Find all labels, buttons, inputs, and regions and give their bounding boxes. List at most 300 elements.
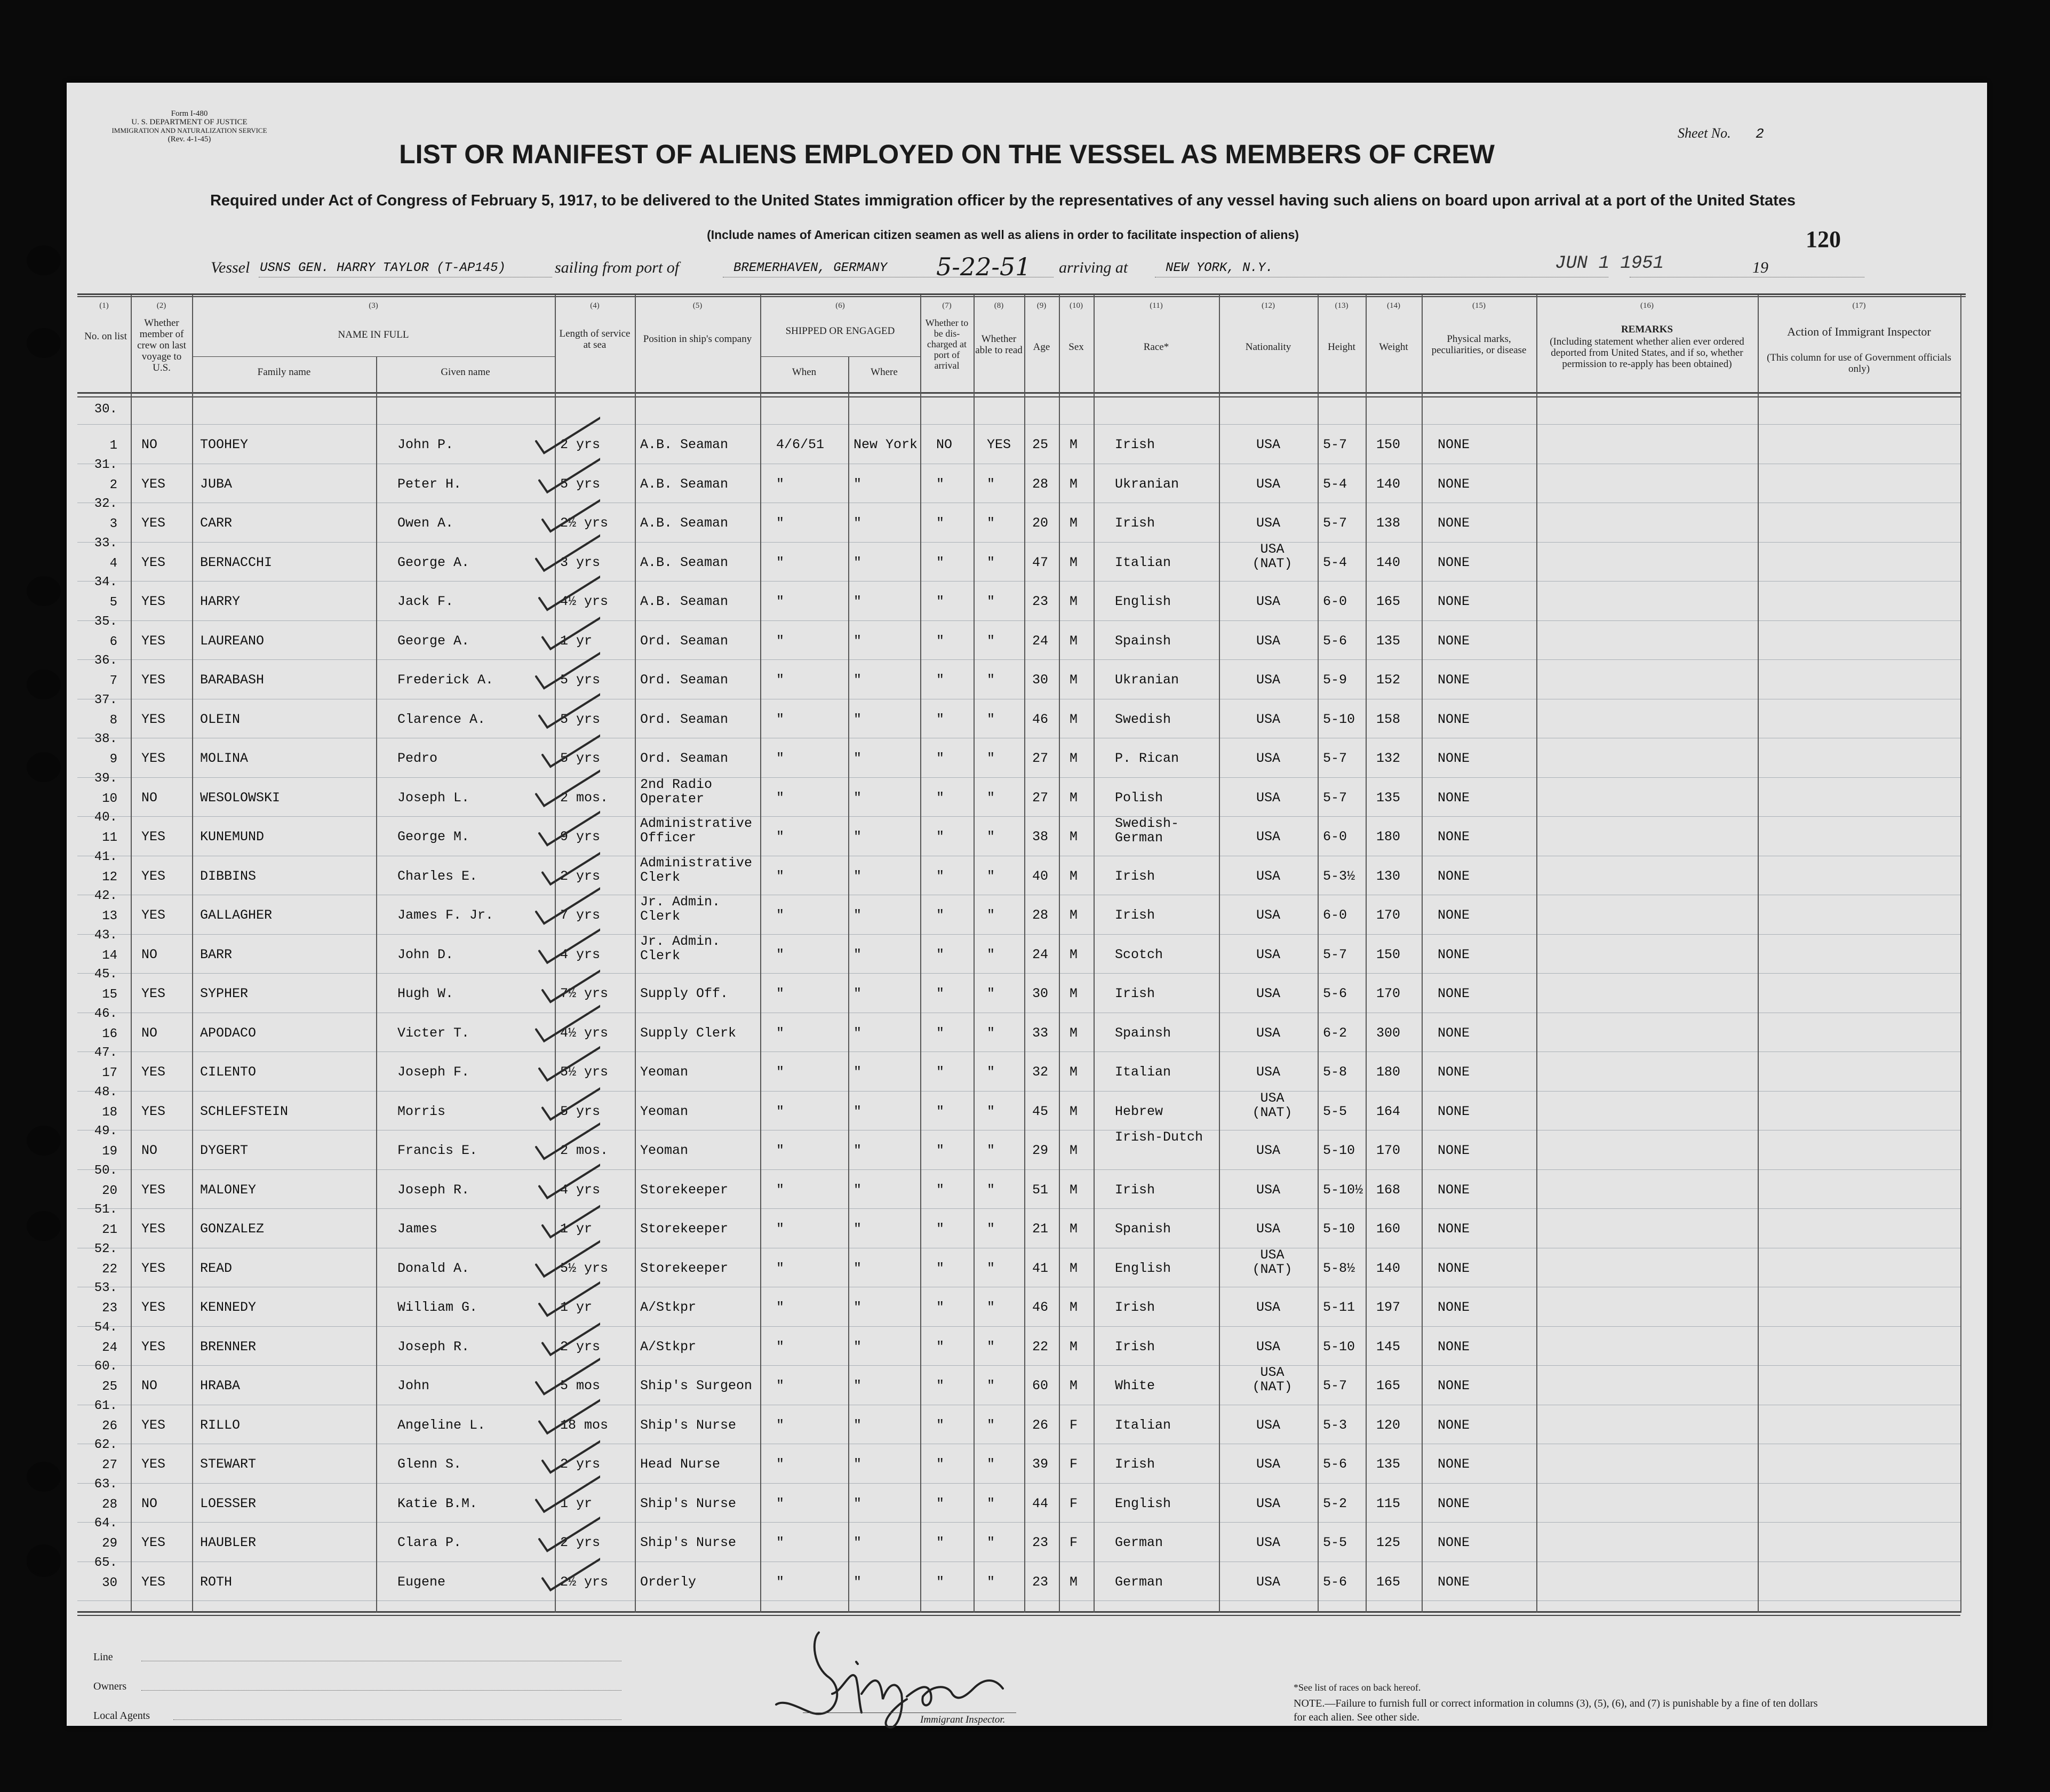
col-header-list-number: No. on list (84, 331, 127, 342)
sex: M (1070, 633, 1078, 649)
age: 28 (1032, 907, 1049, 923)
prev-voyage: YES (141, 672, 166, 688)
age: 27 (1032, 790, 1049, 806)
manifest-line-number: 47. (94, 1046, 117, 1060)
given-name: Joseph R. (397, 1339, 470, 1355)
position: A/Stkpr (640, 1339, 697, 1355)
footer-agents-label: Local Agents (93, 1710, 150, 1722)
weight: 125 (1376, 1535, 1401, 1550)
able-to-read: " (987, 1535, 995, 1550)
list-number: 28 (102, 1497, 117, 1512)
service-length: 3 yrs (560, 554, 601, 570)
check-mark (539, 571, 600, 610)
position: A.B. Seaman (640, 554, 729, 570)
family-name: DYGERT (200, 1143, 249, 1158)
sex: F (1070, 1535, 1078, 1550)
weight: 160 (1376, 1221, 1401, 1237)
able-to-read: " (987, 515, 995, 531)
physical-marks: NONE (1438, 946, 1470, 962)
shipped-where: " (853, 1025, 862, 1041)
position: Yeoman (640, 1064, 689, 1080)
shipped-where: " (853, 1221, 862, 1237)
discharged: " (936, 594, 945, 609)
physical-marks: NONE (1438, 1417, 1470, 1433)
manifest-line-number: 53. (94, 1281, 117, 1295)
prev-voyage: NO (141, 1025, 158, 1041)
physical-marks: NONE (1438, 476, 1470, 492)
race: Irish (1115, 437, 1155, 452)
position: A.B. Seaman (640, 594, 729, 609)
race: English (1115, 1260, 1171, 1276)
col-6-number: (6) (835, 301, 845, 310)
check-mark (543, 728, 600, 767)
shipped-when: " (776, 554, 785, 570)
penalty-note: NOTE.—Failure to furnish full or correct information in columns (3), (5), (6), and (7) is punishable by a fine of ten dollars for each alien. See other side. (1294, 1698, 1818, 1723)
height: 6-0 (1323, 829, 1347, 845)
discharged: NO (936, 437, 953, 452)
height: 5-6 (1323, 986, 1347, 1001)
nationality: USA (1256, 751, 1281, 766)
shipped-where: " (853, 672, 862, 688)
shipped-when: " (776, 1456, 785, 1472)
family-name: KENNEDY (200, 1300, 257, 1315)
service-length: 2½ yrs (560, 515, 609, 531)
height: 5-6 (1323, 1456, 1347, 1472)
given-name: Hugh W. (397, 986, 454, 1001)
check-mark (536, 650, 600, 688)
col-8-number: (8) (994, 301, 1004, 310)
family-name: WESOLOWSKI (200, 790, 281, 806)
race: Scotch (1115, 946, 1163, 962)
height: 5-10½ (1323, 1182, 1363, 1198)
col-13-number: (13) (1335, 301, 1349, 310)
physical-marks: NONE (1438, 1103, 1470, 1119)
family-name: LAUREANO (200, 633, 265, 649)
shipped-where: " (853, 868, 862, 884)
physical-marks: NONE (1438, 437, 1470, 452)
weight: 180 (1376, 1064, 1401, 1080)
physical-marks: NONE (1438, 1300, 1470, 1315)
discharged: " (936, 1456, 945, 1472)
position: Ship's Nurse (640, 1535, 737, 1550)
check-mark (536, 1120, 600, 1159)
age: 39 (1032, 1456, 1049, 1472)
discharged: " (936, 790, 945, 806)
manifest-line-number: 40. (94, 810, 117, 825)
age: 51 (1032, 1182, 1049, 1198)
col-header-inspector-action: Action of Immigrant Inspector (1787, 325, 1931, 338)
manifest-line-number: 37. (94, 692, 117, 707)
family-name: LOESSER (200, 1495, 257, 1511)
given-name: Joseph R. (397, 1182, 470, 1198)
able-to-read: " (987, 1339, 995, 1355)
physical-marks: NONE (1438, 711, 1470, 727)
prev-voyage: YES (141, 751, 166, 766)
service-length: 2 yrs (560, 868, 601, 884)
race: Swedish-German (1115, 816, 1179, 846)
footer-line-label: Line (93, 1651, 113, 1663)
nationality: USA (1256, 946, 1281, 962)
given-name: Pedro (397, 751, 438, 766)
manifest-sheet (67, 83, 1987, 1726)
punch-hole (27, 576, 61, 606)
shipped-when: " (776, 986, 785, 1001)
shipped-when: " (776, 1025, 785, 1041)
age: 26 (1032, 1417, 1049, 1433)
position: Storekeeper (640, 1221, 729, 1237)
shipped-when: " (776, 907, 785, 923)
race: Spainsh (1115, 633, 1171, 649)
shipped-when: " (776, 1495, 785, 1511)
service-length: 18 mos (560, 1417, 609, 1433)
nationality: USA (1256, 907, 1281, 923)
prev-voyage: YES (141, 1574, 166, 1590)
sex: M (1070, 1378, 1078, 1393)
nationality: USA (NAT) (1252, 1365, 1293, 1395)
races-note: *See list of races on back hereof. (1294, 1682, 1421, 1693)
race: English (1115, 594, 1171, 609)
race: Italian (1115, 1064, 1171, 1080)
service-length: 7½ yrs (560, 986, 609, 1001)
prev-voyage: YES (141, 907, 166, 923)
shipped-where: " (853, 1143, 862, 1158)
physical-marks: NONE (1438, 1221, 1470, 1237)
sex: M (1070, 1182, 1078, 1198)
age: 46 (1032, 711, 1049, 727)
able-to-read: " (987, 1143, 995, 1158)
height: 5-7 (1323, 790, 1347, 806)
page-subtitle-note: (Include names of American citizen seamen as well as aliens in order to facilitate inspection of aliens) (707, 228, 1299, 242)
position: Head Nurse (640, 1456, 721, 1472)
check-mark (539, 1160, 600, 1198)
able-to-read: " (987, 1221, 995, 1237)
service-length: 5 yrs (560, 476, 601, 492)
weight: 130 (1376, 868, 1401, 884)
discharged: " (936, 829, 945, 845)
physical-marks: NONE (1438, 1535, 1470, 1550)
weight: 115 (1376, 1495, 1401, 1511)
discharged: " (936, 476, 945, 492)
age: 33 (1032, 1025, 1049, 1041)
given-name: John (397, 1378, 430, 1393)
position: Ord. Seaman (640, 672, 729, 688)
col-17-number: (17) (1852, 301, 1866, 310)
position: Ship's Nurse (640, 1495, 737, 1511)
weight: 152 (1376, 672, 1401, 688)
shipped-where: " (853, 1574, 862, 1590)
punch-hole (27, 1544, 61, 1574)
col-header-when: When (792, 367, 817, 378)
col-14-number: (14) (1387, 301, 1400, 310)
age: 40 (1032, 868, 1049, 884)
col-3-number: (3) (369, 301, 378, 310)
prev-voyage: NO (141, 1143, 158, 1158)
list-number: 5 (109, 595, 117, 610)
able-to-read: " (987, 986, 995, 1001)
list-number: 24 (102, 1340, 117, 1355)
prev-voyage: YES (141, 711, 166, 727)
check-mark (536, 415, 600, 453)
shipped-where: " (853, 790, 862, 806)
col-7-number: (7) (942, 301, 952, 310)
given-name: Peter H. (397, 476, 462, 492)
discharged: " (936, 1378, 945, 1393)
check-mark (536, 1474, 600, 1512)
discharged: " (936, 1103, 945, 1119)
weight: 158 (1376, 711, 1401, 727)
manifest-line-number: 41. (94, 849, 117, 864)
weight: 140 (1376, 1260, 1401, 1276)
age: 24 (1032, 946, 1049, 962)
shipped-where: " (853, 1495, 862, 1511)
discharged: " (936, 907, 945, 923)
height: 5-9 (1323, 672, 1347, 688)
position: A/Stkpr (640, 1300, 697, 1315)
manifest-line-number: 34. (94, 575, 117, 590)
sheet-number-value: 2 (1756, 126, 1764, 142)
service-length: 4½ yrs (560, 594, 609, 609)
check-mark (539, 925, 600, 963)
physical-marks: NONE (1438, 1339, 1470, 1355)
sex: M (1070, 1574, 1078, 1590)
physical-marks: NONE (1438, 1182, 1470, 1198)
discharged: " (936, 1064, 945, 1080)
check-mark (536, 1356, 600, 1394)
age: 23 (1032, 594, 1049, 609)
service-length: 5 yrs (560, 711, 601, 727)
physical-marks: NONE (1438, 1574, 1470, 1590)
race: English (1115, 1495, 1171, 1511)
family-name: OLEIN (200, 711, 241, 727)
discharged: " (936, 1182, 945, 1198)
sheet-number-label: Sheet No. 2 (1678, 125, 1764, 142)
list-number: 16 (102, 1026, 117, 1041)
form-revision: (Rev. 4-1-45) (167, 135, 211, 144)
able-to-read: " (987, 1495, 995, 1511)
col-5-number: (5) (692, 301, 703, 310)
list-number: 8 (109, 713, 117, 728)
given-name: Morris (397, 1103, 446, 1119)
position: Ord. Seaman (640, 751, 729, 766)
col-header-discharged: Whether to be dis-charged at port of arrival (925, 317, 969, 371)
height: 5-8½ (1323, 1260, 1355, 1276)
shipped-where: " (853, 907, 862, 923)
list-number: 12 (102, 870, 117, 885)
service-length: 2½ yrs (560, 1574, 609, 1590)
height: 6-2 (1323, 1025, 1347, 1041)
family-name: KUNEMUND (200, 829, 265, 845)
able-to-read: " (987, 633, 995, 649)
race: Italian (1115, 554, 1171, 570)
nationality: USA (NAT) (1252, 1247, 1293, 1277)
nationality: USA (1256, 1535, 1281, 1550)
sex: F (1070, 1417, 1078, 1433)
race: Irish-Dutch (1115, 1129, 1203, 1145)
family-name: HAUBLER (200, 1535, 257, 1550)
list-number: 27 (102, 1458, 117, 1472)
given-name: Victer T. (397, 1025, 470, 1041)
service-length: 2 mos. (560, 790, 609, 806)
given-name: Frederick A. (397, 672, 494, 688)
height: 5-4 (1323, 476, 1347, 492)
arriving-label: arriving at (1059, 259, 1128, 276)
race: Irish (1115, 515, 1155, 531)
race: Ukranian (1115, 672, 1179, 688)
punch-hole (27, 1211, 61, 1241)
list-number: 29 (102, 1536, 117, 1551)
shipped-when: " (776, 1221, 785, 1237)
given-name: Katie B.M. (397, 1495, 478, 1511)
form-number: Form I-480 (171, 109, 208, 118)
position: A.B. Seaman (640, 515, 729, 531)
nationality: USA (1256, 790, 1281, 806)
check-marks (67, 83, 600, 1683)
manifest-line-number: 43. (94, 928, 117, 943)
weight: 170 (1376, 986, 1401, 1001)
service-name: IMMIGRATION AND NATURALIZATION SERVICE (111, 126, 267, 134)
age: 27 (1032, 751, 1049, 766)
position: Ord. Seaman (640, 633, 729, 649)
weight: 150 (1376, 946, 1401, 962)
shipped-when: " (776, 829, 785, 845)
race: Irish (1115, 1339, 1155, 1355)
nationality: USA (1256, 1221, 1281, 1237)
shipped-where: " (853, 476, 862, 492)
race: Irish (1115, 1182, 1155, 1198)
shipped-where: " (853, 633, 862, 649)
given-name: Jack F. (397, 594, 454, 609)
top-line-number: 30. (94, 402, 117, 417)
race: Polish (1115, 790, 1163, 806)
col-header-name: NAME IN FULL (338, 329, 409, 340)
nationality: USA (1256, 633, 1281, 649)
discharged: " (936, 1574, 945, 1590)
service-length: 7 yrs (560, 907, 601, 923)
manifest-line-number: 39. (94, 771, 117, 786)
discharged: " (936, 515, 945, 531)
able-to-read: " (987, 711, 995, 727)
list-number: 26 (102, 1419, 117, 1433)
weight: 140 (1376, 554, 1401, 570)
race: Irish (1115, 1300, 1155, 1315)
sex: M (1070, 672, 1078, 688)
age: 44 (1032, 1495, 1049, 1511)
service-length: 2 yrs (560, 1535, 601, 1550)
family-name: SCHLEFSTEIN (200, 1103, 289, 1119)
manifest-line-number: 50. (94, 1163, 117, 1178)
race: P. Rican (1115, 751, 1179, 766)
prev-voyage: YES (141, 476, 166, 492)
nationality: USA (1256, 515, 1281, 531)
nationality: USA (1256, 1300, 1281, 1315)
prev-voyage: YES (141, 515, 166, 531)
age: 32 (1032, 1064, 1049, 1080)
manifest-line-number: 52. (94, 1241, 117, 1256)
col-2-number: (2) (156, 301, 166, 310)
discharged: " (936, 554, 945, 570)
shipped-where: " (853, 1260, 862, 1276)
shipped-when: " (776, 476, 785, 492)
given-name: John P. (397, 437, 454, 452)
able-to-read: " (987, 946, 995, 962)
shipped-where: " (853, 1535, 862, 1550)
arrival-port: NEW YORK, N.Y. (1166, 261, 1273, 275)
list-number: 9 (109, 752, 117, 767)
given-name: George A. (397, 554, 470, 570)
physical-marks: NONE (1438, 790, 1470, 806)
age: 47 (1032, 554, 1049, 570)
service-length: 1 yr (560, 1221, 593, 1237)
col-header-remarks-note: (Including statement whether alien ever ordered deported from United States, and if so, whether permission to re-apply has been obtained) (1550, 336, 1744, 370)
list-number: 30 (102, 1575, 117, 1590)
position: Orderly (640, 1574, 697, 1590)
nationality: USA (1256, 476, 1281, 492)
height: 5-6 (1323, 633, 1347, 649)
able-to-read: " (987, 1417, 995, 1433)
race: Swedish (1115, 711, 1171, 727)
weight: 168 (1376, 1182, 1401, 1198)
list-number: 7 (109, 674, 117, 688)
list-number: 4 (109, 556, 117, 571)
sex: M (1070, 437, 1078, 452)
sailing-label: sailing from port of (555, 259, 680, 276)
discharged: " (936, 1025, 945, 1041)
weight: 120 (1376, 1417, 1401, 1433)
col-header-where: Where (871, 367, 898, 378)
weight: 145 (1376, 1339, 1401, 1355)
height: 6-0 (1323, 594, 1347, 609)
race: Hebrew (1115, 1103, 1163, 1119)
nationality: USA (1256, 986, 1281, 1001)
sex: M (1070, 829, 1078, 845)
discharged: " (936, 751, 945, 766)
col-4-number: (4) (590, 301, 600, 310)
height: 5-5 (1323, 1535, 1347, 1550)
given-name: Donald A. (397, 1260, 470, 1276)
position: 2nd Radio Operater (640, 776, 713, 807)
family-name: ROTH (200, 1574, 233, 1590)
weight: 165 (1376, 594, 1401, 609)
able-to-read: " (987, 1260, 995, 1276)
position: Yeoman (640, 1103, 689, 1119)
service-length: 5 yrs (560, 1103, 601, 1119)
given-name: William G. (397, 1300, 478, 1315)
family-name: RILLO (200, 1417, 241, 1433)
vessel-name: USNS GEN. HARRY TAYLOR (T-AP145) (260, 261, 506, 275)
shipped-where: " (853, 1064, 862, 1080)
able-to-read: " (987, 1456, 995, 1472)
able-to-read: " (987, 1025, 995, 1041)
physical-marks: NONE (1438, 1260, 1470, 1276)
check-mark (539, 807, 600, 845)
physical-marks: NONE (1438, 672, 1470, 688)
check-mark (543, 1552, 600, 1590)
age: 23 (1032, 1535, 1049, 1550)
col-15-number: (15) (1472, 301, 1486, 310)
given-name: Eugene (397, 1574, 446, 1590)
manifest-line-number: 31. (94, 457, 117, 472)
given-name: George A. (397, 633, 470, 649)
check-mark (536, 1238, 600, 1277)
service-length: 2 yrs (560, 1339, 601, 1355)
service-length: 5 yrs (560, 672, 601, 688)
shipped-when: " (776, 1378, 785, 1393)
manifest-line-number: 48. (94, 1085, 117, 1100)
sex: F (1070, 1495, 1078, 1511)
service-length: 1 yr (560, 1495, 593, 1511)
shipped-where: " (853, 986, 862, 1001)
given-name: Clara P. (397, 1535, 462, 1550)
